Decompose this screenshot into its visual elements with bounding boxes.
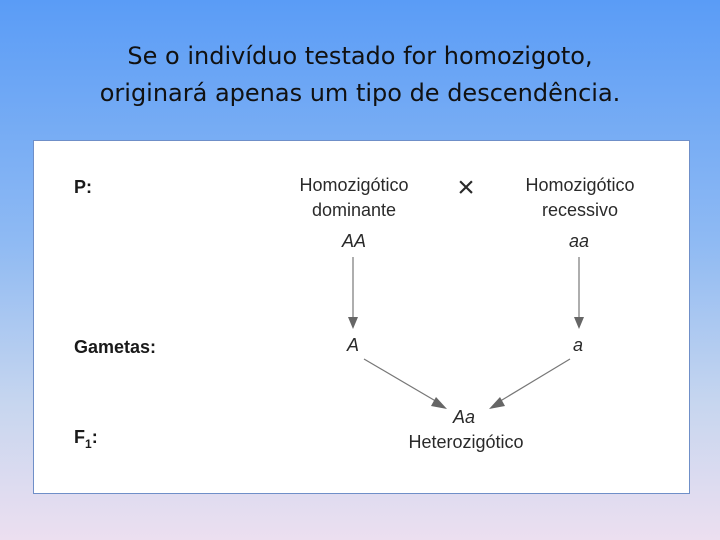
title-line-1: Se o indivíduo testado for homozigoto, <box>127 42 593 70</box>
arrow-left-parent-to-gamete <box>348 257 358 329</box>
offspring-label: Heterozigótico <box>408 432 524 452</box>
parent-right-genotype: aa <box>568 231 590 251</box>
arrow-right-gamete-to-offspring <box>489 359 570 409</box>
parent-left-line1: Homozigótico <box>299 175 409 195</box>
parent-right-line1: Homozigótico <box>525 175 635 195</box>
parent-left-genotype: AA <box>341 231 367 251</box>
parent-right-line2: recessivo <box>541 200 619 220</box>
gamete-right: a <box>572 335 584 355</box>
arrow-left-gamete-to-offspring <box>364 359 447 409</box>
row-label-p: P: <box>74 177 92 197</box>
cross-diagram-panel <box>33 140 690 494</box>
cross-symbol: × <box>457 171 475 204</box>
slide-title <box>0 38 720 112</box>
row-label-f1: $F_1$: <box>74 427 98 451</box>
cross-diagram <box>34 141 691 495</box>
title-line-2: originará apenas um tipo de descendência. <box>99 79 621 107</box>
row-label-gametas: Gametas: <box>74 337 157 357</box>
gamete-left: A <box>346 335 360 355</box>
parent-left-line2: dominante <box>311 200 397 220</box>
offspring-genotype: Aa <box>452 407 476 427</box>
arrow-right-parent-to-gamete <box>574 257 584 329</box>
